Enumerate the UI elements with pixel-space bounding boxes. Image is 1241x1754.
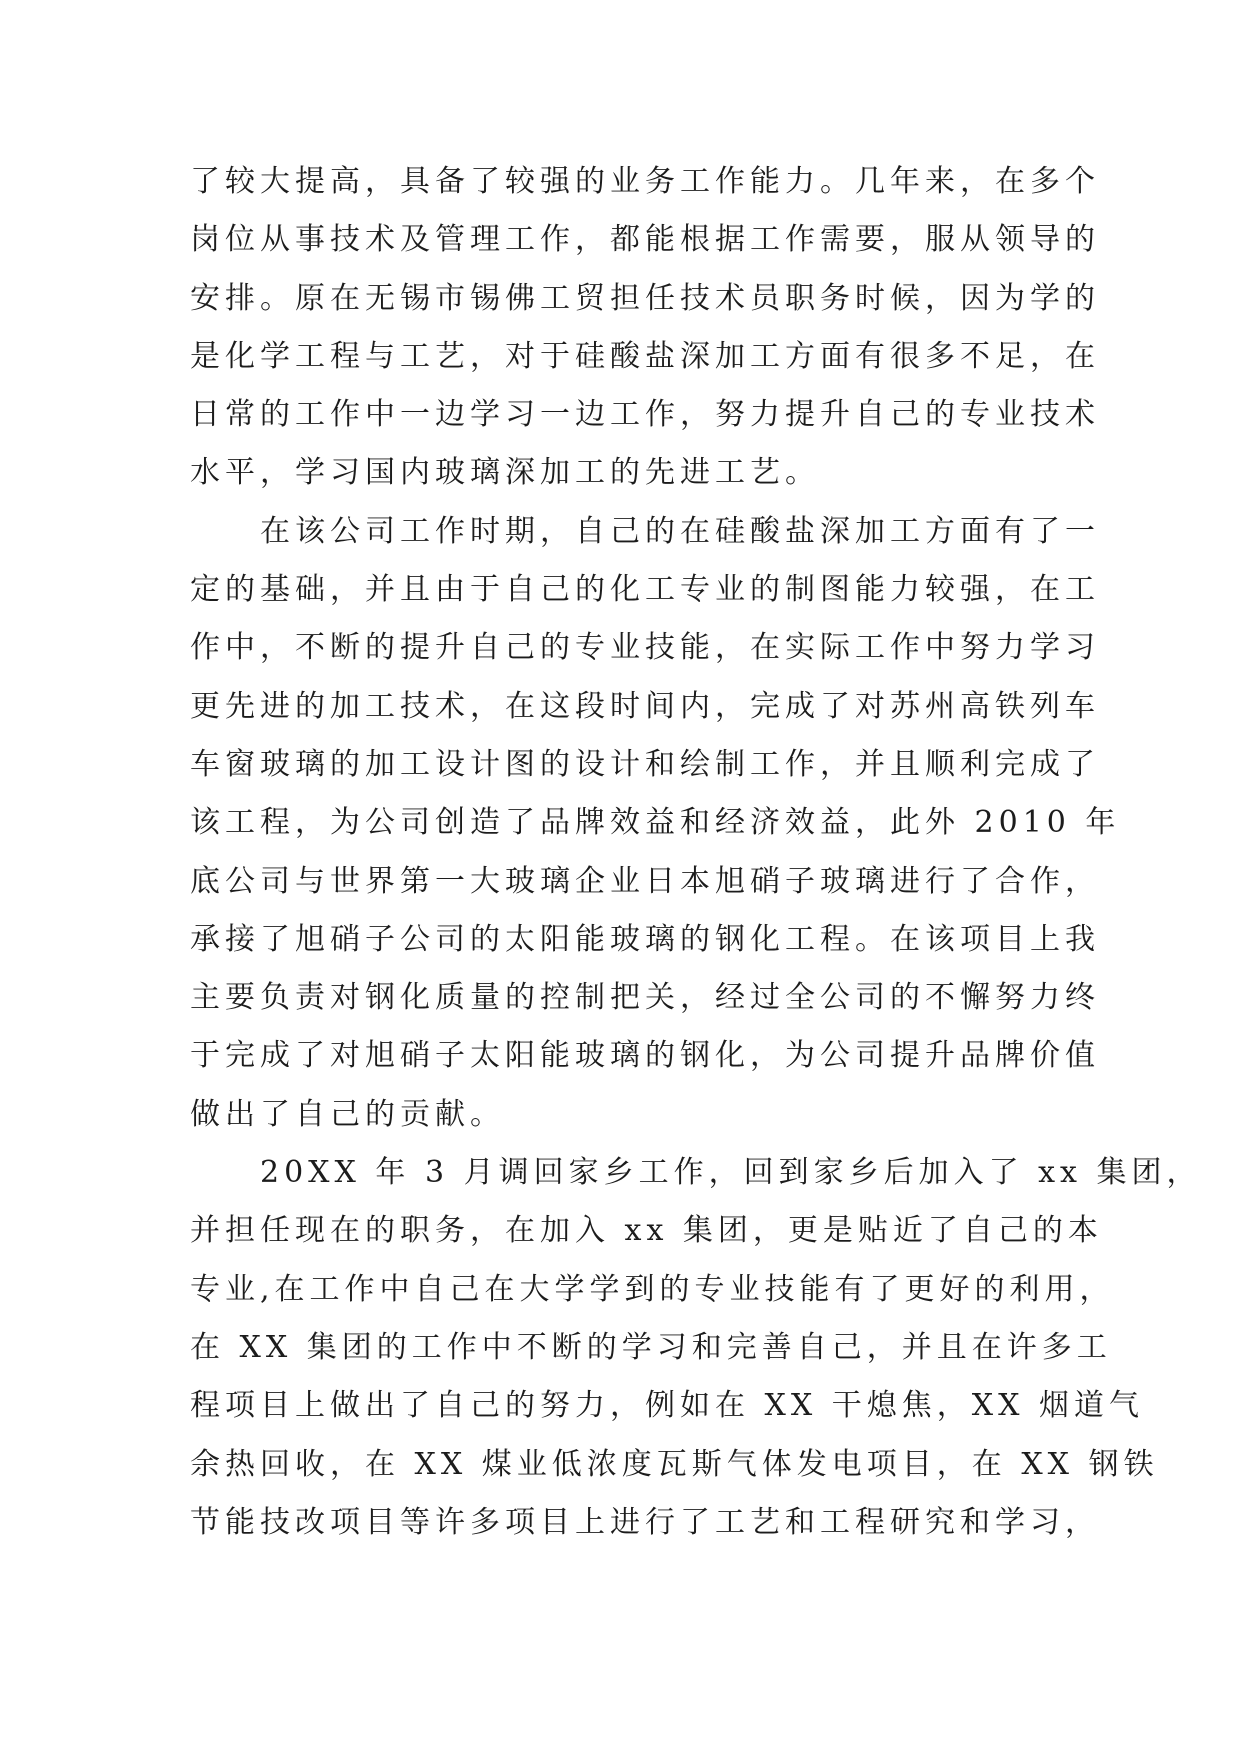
text-line: 日常的工作中一边学习一边工作，努力提升自己的专业技术 [190, 397, 1100, 433]
text-line: 于完成了对旭硝子太阳能玻璃的钢化，为公司提升品牌价值 [190, 1038, 1100, 1074]
text-line: 定的基础，并且由于自己的化工专业的制图能力较强，在工 [190, 572, 1100, 608]
text-line: 作中，不断的提升自己的专业技能，在实际工作中努力学习 [190, 630, 1100, 666]
text-line: 安排。原在无锡市锡佛工贸担任技术员职务时候，因为学的 [190, 280, 1100, 316]
text-line: 底公司与世界第一大玻璃企业日本旭硝子玻璃进行了合作， [190, 863, 1100, 899]
text-line: 余热回收，在 XX 煤业低浓度瓦斯气体发电项目，在 XX 钢铁 [190, 1446, 1159, 1482]
text-line: 节能技改项目等许多项目上进行了工艺和工程研究和学习， [190, 1504, 1100, 1540]
text-line: 车窗玻璃的加工设计图的设计和绘制工作，并且顺利完成了 [190, 746, 1100, 782]
text-line: 了较大提高，具备了较强的业务工作能力。几年来，在多个 [190, 164, 1100, 199]
text-line: 在 XX 集团的工作中不断的学习和完善自己，并且在许多工 [190, 1329, 1112, 1365]
text-line: 20XX 年 3 月调回家乡工作，回到家乡后加入了 xx 集团， [190, 1155, 1202, 1191]
text-line: 岗位从事技术及管理工作，都能根据工作需要，服从领导的 [190, 222, 1100, 258]
text-line: 更先进的加工技术，在这段时间内，完成了对苏州高铁列车 [190, 688, 1100, 724]
text-line: 在该公司工作时期，自己的在硅酸盐深加工方面有了一 [190, 513, 1100, 549]
text-line: 是化学工程与工艺，对于硅酸盐深加工方面有很多不足，在 [190, 338, 1100, 374]
body-text [190, 153, 1202, 1552]
text-line: 专业,在工作中自己在大学学到的专业技能有了更好的利用， [190, 1271, 1115, 1307]
text-line: 主要负责对钢化质量的控制把关，经过全公司的不懈努力终 [190, 980, 1100, 1016]
text-line: 做出了自己的贡献。 [190, 1096, 505, 1132]
text-line: 承接了旭硝子公司的太阳能玻璃的钢化工程。在该项目上我 [190, 921, 1100, 957]
text-line: 水平，学习国内玻璃深加工的先进工艺。 [190, 455, 820, 491]
text-line: 并担任现在的职务，在加入 xx 集团，更是贴近了自己的本 [190, 1213, 1103, 1249]
text-line: 程项目上做出了自己的努力，例如在 XX 干熄焦，XX 烟道气 [190, 1388, 1145, 1424]
text-line: 该工程，为公司创造了品牌效益和经济效益，此外 2010 年 [190, 805, 1121, 841]
